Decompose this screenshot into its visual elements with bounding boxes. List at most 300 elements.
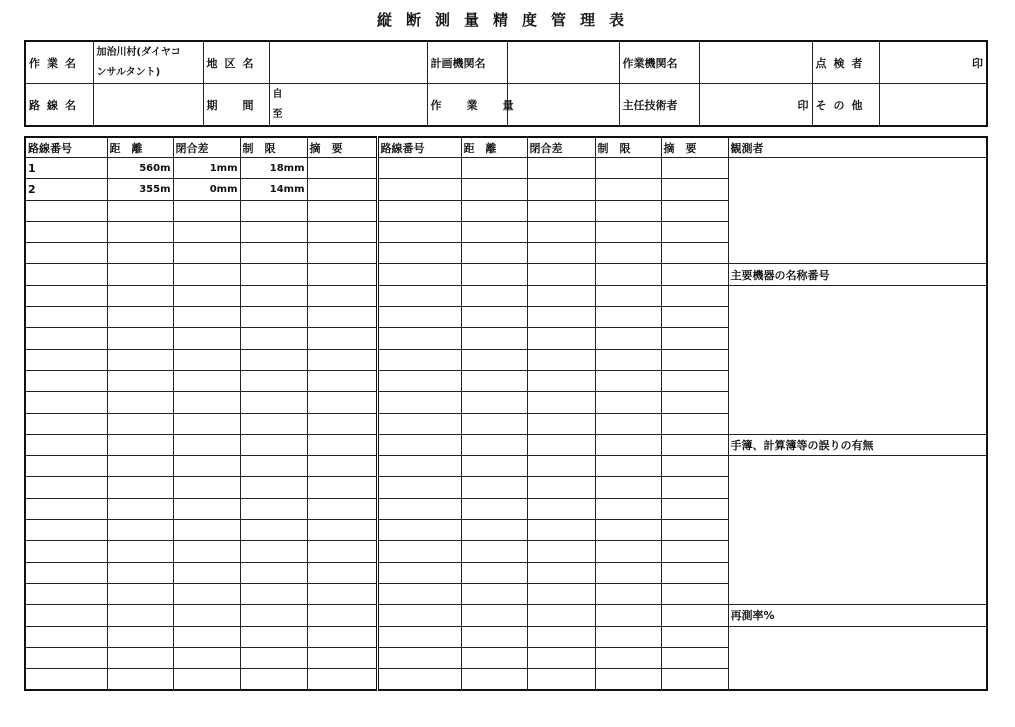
limit-cell[interactable]	[240, 307, 307, 328]
limit-cell[interactable]	[595, 179, 661, 200]
distance-cell[interactable]	[461, 669, 527, 691]
closure-error-cell[interactable]	[527, 179, 595, 200]
distance-cell[interactable]	[461, 264, 527, 285]
closure-error-cell[interactable]	[527, 647, 595, 668]
distance-cell[interactable]	[461, 583, 527, 604]
limit-cell[interactable]	[240, 477, 307, 498]
route-number-cell[interactable]	[25, 392, 107, 413]
route-name-value[interactable]	[93, 84, 203, 127]
distance-cell[interactable]	[107, 669, 173, 691]
closure-error-cell[interactable]	[173, 605, 240, 626]
route-number-cell[interactable]	[25, 477, 107, 498]
remarks-cell[interactable]	[661, 392, 728, 413]
limit-cell[interactable]	[595, 413, 661, 434]
work-name-label: 作業名	[25, 41, 93, 84]
remarks-cell[interactable]	[661, 605, 728, 626]
remarks-cell[interactable]	[307, 349, 377, 370]
route-name-label: 路線名	[25, 84, 93, 127]
distance-cell[interactable]	[107, 413, 173, 434]
limit-cell[interactable]	[595, 498, 661, 519]
distance-cell[interactable]	[107, 307, 173, 328]
table-row	[25, 434, 987, 455]
route-number-cell[interactable]	[377, 221, 461, 242]
route-number-cell[interactable]	[25, 669, 107, 691]
limit-cell[interactable]: 14mm	[240, 179, 307, 200]
header-distance: 距 離	[107, 137, 173, 158]
limit-cell[interactable]	[595, 647, 661, 668]
table-row	[25, 264, 987, 285]
limit-cell[interactable]	[240, 498, 307, 519]
header-table	[24, 40, 988, 127]
closure-error-cell[interactable]	[527, 434, 595, 455]
distance-cell[interactable]	[461, 221, 527, 242]
remarks-cell[interactable]	[307, 456, 377, 477]
closure-error-cell[interactable]	[527, 605, 595, 626]
observer-label: 観測者	[728, 137, 987, 158]
route-number-cell[interactable]	[25, 264, 107, 285]
route-number-cell[interactable]: 1	[25, 158, 107, 179]
remarks-cell[interactable]	[307, 307, 377, 328]
limit-cell[interactable]	[240, 221, 307, 242]
page-title: 縦断測量精度管理表	[376, 11, 638, 29]
remarks-cell[interactable]	[661, 221, 728, 242]
limit-cell[interactable]	[595, 605, 661, 626]
distance-cell[interactable]	[107, 370, 173, 391]
limit-cell[interactable]	[240, 583, 307, 604]
route-number-cell[interactable]	[377, 456, 461, 477]
limit-cell[interactable]	[240, 647, 307, 668]
header-route-number: 路線番号	[25, 137, 107, 158]
limit-cell[interactable]	[595, 456, 661, 477]
remarks-cell[interactable]	[661, 328, 728, 349]
distance-cell[interactable]	[461, 541, 527, 562]
distance-cell[interactable]	[461, 498, 527, 519]
route-number-cell[interactable]	[377, 626, 461, 647]
remarks-cell[interactable]	[307, 243, 377, 264]
closure-error-cell[interactable]	[527, 349, 595, 370]
distance-cell[interactable]	[107, 541, 173, 562]
closure-error-cell[interactable]	[527, 243, 595, 264]
route-number-cell[interactable]	[377, 370, 461, 391]
route-number-cell[interactable]	[377, 392, 461, 413]
remarks-cell[interactable]	[661, 541, 728, 562]
closure-error-cell[interactable]	[173, 562, 240, 583]
distance-cell[interactable]	[461, 392, 527, 413]
distance-cell[interactable]	[461, 243, 527, 264]
limit-cell[interactable]	[595, 349, 661, 370]
remarks-cell[interactable]	[661, 562, 728, 583]
closure-error-cell[interactable]	[173, 349, 240, 370]
limit-cell[interactable]	[595, 200, 661, 221]
route-number-cell[interactable]	[377, 264, 461, 285]
remarks-cell[interactable]	[307, 520, 377, 541]
route-number-cell[interactable]	[25, 456, 107, 477]
distance-cell[interactable]	[107, 392, 173, 413]
limit-cell[interactable]	[240, 243, 307, 264]
limit-cell[interactable]	[595, 583, 661, 604]
route-number-cell[interactable]	[377, 243, 461, 264]
limit-cell[interactable]	[595, 158, 661, 179]
equipment-area[interactable]	[728, 285, 987, 434]
distance-cell[interactable]	[461, 413, 527, 434]
closure-error-cell[interactable]	[173, 243, 240, 264]
limit-cell[interactable]	[240, 626, 307, 647]
closure-error-cell[interactable]	[173, 477, 240, 498]
closure-error-cell[interactable]	[173, 520, 240, 541]
closure-error-cell[interactable]	[173, 285, 240, 306]
closure-error-cell[interactable]	[173, 647, 240, 668]
route-number-cell[interactable]	[377, 349, 461, 370]
limit-cell[interactable]	[595, 264, 661, 285]
distance-cell[interactable]	[107, 605, 173, 626]
closure-error-cell[interactable]	[527, 477, 595, 498]
closure-error-cell[interactable]	[173, 328, 240, 349]
remarks-cell[interactable]	[661, 477, 728, 498]
closure-error-cell[interactable]	[173, 413, 240, 434]
remarks-cell[interactable]	[307, 498, 377, 519]
header-remarks: 摘 要	[307, 137, 377, 158]
limit-cell[interactable]	[240, 605, 307, 626]
distance-cell[interactable]	[461, 434, 527, 455]
distance-cell[interactable]	[107, 562, 173, 583]
remarks-cell[interactable]	[661, 158, 728, 179]
closure-error-cell[interactable]	[173, 626, 240, 647]
limit-cell[interactable]	[595, 520, 661, 541]
closure-error-cell[interactable]	[173, 307, 240, 328]
distance-cell[interactable]	[461, 477, 527, 498]
remarks-cell[interactable]	[307, 179, 377, 200]
limit-cell[interactable]	[595, 434, 661, 455]
remarks-cell[interactable]	[307, 285, 377, 306]
route-number-cell[interactable]	[377, 541, 461, 562]
measurement-table	[24, 136, 988, 691]
closure-error-cell[interactable]	[173, 264, 240, 285]
route-number-cell[interactable]	[25, 307, 107, 328]
distance-cell[interactable]	[107, 647, 173, 668]
header-distance: 距 離	[461, 137, 527, 158]
route-number-cell[interactable]	[25, 498, 107, 519]
limit-cell[interactable]	[240, 392, 307, 413]
remarks-cell[interactable]	[307, 541, 377, 562]
work-name-line-2: ンサルタント)	[96, 66, 161, 78]
route-number-cell[interactable]	[377, 413, 461, 434]
distance-cell[interactable]	[107, 285, 173, 306]
equipment-label: 主要機器の名称番号	[728, 264, 987, 285]
route-number-cell[interactable]	[377, 583, 461, 604]
route-number-cell[interactable]	[25, 583, 107, 604]
route-number-cell[interactable]	[377, 285, 461, 306]
distance-cell[interactable]: 355m	[107, 179, 173, 200]
inspector-label: 点検者	[812, 41, 879, 84]
header-limit: 制 限	[595, 137, 661, 158]
limit-cell[interactable]	[595, 328, 661, 349]
route-number-cell[interactable]	[25, 562, 107, 583]
remarks-cell[interactable]	[307, 605, 377, 626]
remarks-cell[interactable]	[661, 200, 728, 221]
remarks-cell[interactable]	[661, 285, 728, 306]
remarks-cell[interactable]	[661, 583, 728, 604]
header-remarks: 摘 要	[661, 137, 728, 158]
table-row	[25, 605, 987, 626]
remarks-cell[interactable]	[661, 243, 728, 264]
remarks-cell[interactable]	[307, 392, 377, 413]
work-org-label: 作業機関名	[619, 41, 699, 84]
distance-cell[interactable]	[107, 434, 173, 455]
closure-error-cell[interactable]	[173, 221, 240, 242]
route-number-cell[interactable]	[25, 349, 107, 370]
table-row	[25, 456, 987, 477]
limit-cell[interactable]	[240, 200, 307, 221]
limit-cell[interactable]	[595, 626, 661, 647]
closure-error-cell[interactable]	[527, 456, 595, 477]
distance-cell[interactable]	[107, 349, 173, 370]
limit-cell[interactable]	[240, 264, 307, 285]
limit-cell[interactable]	[240, 520, 307, 541]
remarks-cell[interactable]	[661, 179, 728, 200]
remarks-cell[interactable]	[661, 456, 728, 477]
closure-error-cell[interactable]	[527, 626, 595, 647]
remarks-cell[interactable]	[661, 413, 728, 434]
remarks-cell[interactable]	[661, 520, 728, 541]
distance-cell[interactable]	[461, 285, 527, 306]
distance-cell[interactable]	[461, 626, 527, 647]
limit-cell[interactable]	[240, 434, 307, 455]
limit-cell[interactable]	[595, 562, 661, 583]
remarks-cell[interactable]	[661, 626, 728, 647]
closure-error-cell[interactable]	[173, 583, 240, 604]
limit-cell[interactable]	[240, 456, 307, 477]
route-number-cell[interactable]	[25, 520, 107, 541]
closure-error-cell[interactable]	[173, 434, 240, 455]
errors-label: 手簿、計算簿等の誤りの有無	[728, 434, 987, 455]
remarks-cell[interactable]	[661, 349, 728, 370]
limit-cell[interactable]	[240, 562, 307, 583]
observer-area[interactable]	[728, 158, 987, 264]
distance-cell[interactable]	[107, 264, 173, 285]
closure-error-cell[interactable]	[173, 456, 240, 477]
route-number-cell[interactable]	[25, 200, 107, 221]
route-number-cell[interactable]	[25, 647, 107, 668]
route-number-cell[interactable]	[25, 221, 107, 242]
route-number-cell[interactable]	[25, 243, 107, 264]
work-qty-label: 作 業 量	[427, 84, 507, 127]
closure-error-cell[interactable]	[527, 520, 595, 541]
route-number-cell[interactable]	[377, 179, 461, 200]
route-number-cell[interactable]	[377, 562, 461, 583]
inspector-seal[interactable]: 印	[879, 41, 987, 84]
plan-org-label: 計画機関名	[427, 41, 507, 84]
route-number-cell[interactable]	[377, 307, 461, 328]
chief-engineer-label: 主任技術者	[619, 84, 699, 127]
remarks-cell[interactable]	[661, 647, 728, 668]
remarks-cell[interactable]	[307, 370, 377, 391]
distance-cell[interactable]: 560m	[107, 158, 173, 179]
route-number-cell[interactable]: 2	[25, 179, 107, 200]
remarks-cell[interactable]	[661, 498, 728, 519]
header-route-number: 路線番号	[377, 137, 461, 158]
distance-cell[interactable]	[461, 520, 527, 541]
distance-cell[interactable]	[461, 456, 527, 477]
remarks-cell[interactable]	[307, 562, 377, 583]
route-number-cell[interactable]	[377, 200, 461, 221]
closure-error-cell[interactable]	[173, 200, 240, 221]
work-org-value[interactable]	[699, 41, 812, 84]
others-value[interactable]	[879, 84, 987, 127]
distance-cell[interactable]	[461, 200, 527, 221]
distance-cell[interactable]	[461, 307, 527, 328]
remarks-cell[interactable]	[661, 669, 728, 691]
remarks-cell[interactable]	[307, 626, 377, 647]
closure-error-cell[interactable]	[173, 541, 240, 562]
limit-cell[interactable]	[595, 307, 661, 328]
limit-cell[interactable]	[595, 243, 661, 264]
remeasure-area[interactable]	[728, 626, 987, 690]
remarks-cell[interactable]	[661, 264, 728, 285]
remarks-cell[interactable]	[307, 583, 377, 604]
route-number-cell[interactable]	[25, 605, 107, 626]
route-number-cell[interactable]	[25, 285, 107, 306]
closure-error-cell[interactable]	[527, 669, 595, 691]
distance-cell[interactable]	[107, 477, 173, 498]
remarks-cell[interactable]	[307, 669, 377, 691]
route-number-cell[interactable]	[377, 498, 461, 519]
remarks-cell[interactable]	[307, 158, 377, 179]
route-number-cell[interactable]	[25, 413, 107, 434]
closure-error-cell[interactable]	[173, 370, 240, 391]
closure-error-cell[interactable]	[527, 221, 595, 242]
distance-cell[interactable]	[461, 179, 527, 200]
period-to: 至	[272, 108, 283, 120]
route-number-cell[interactable]	[25, 328, 107, 349]
limit-cell[interactable]	[240, 328, 307, 349]
remarks-cell[interactable]	[661, 370, 728, 391]
limit-cell[interactable]	[240, 370, 307, 391]
route-number-cell[interactable]	[25, 541, 107, 562]
limit-cell[interactable]	[240, 285, 307, 306]
limit-cell[interactable]: 18mm	[240, 158, 307, 179]
distance-cell[interactable]	[461, 562, 527, 583]
closure-error-cell[interactable]	[527, 562, 595, 583]
closure-error-cell[interactable]	[173, 669, 240, 691]
limit-cell[interactable]	[595, 392, 661, 413]
distance-cell[interactable]	[461, 370, 527, 391]
distance-cell[interactable]	[461, 349, 527, 370]
table-row	[25, 285, 987, 306]
district-label: 地区名	[203, 41, 269, 84]
limit-cell[interactable]	[240, 541, 307, 562]
route-number-cell[interactable]	[377, 328, 461, 349]
remarks-cell[interactable]	[661, 307, 728, 328]
route-number-cell[interactable]	[377, 477, 461, 498]
limit-cell[interactable]	[595, 370, 661, 391]
route-number-cell[interactable]	[377, 158, 461, 179]
distance-cell[interactable]	[107, 456, 173, 477]
closure-error-cell[interactable]	[527, 413, 595, 434]
remarks-cell[interactable]	[307, 221, 377, 242]
route-number-cell[interactable]	[25, 626, 107, 647]
work-qty-value[interactable]	[507, 84, 619, 127]
chief-engineer-seal[interactable]: 印	[699, 84, 812, 127]
closure-error-cell[interactable]	[527, 392, 595, 413]
distance-cell[interactable]	[107, 626, 173, 647]
closure-error-cell[interactable]	[173, 392, 240, 413]
table-header-row	[25, 137, 987, 158]
closure-error-cell[interactable]	[527, 307, 595, 328]
closure-error-cell[interactable]	[173, 498, 240, 519]
remarks-cell[interactable]	[307, 434, 377, 455]
district-value[interactable]	[269, 41, 427, 84]
route-number-cell[interactable]	[377, 605, 461, 626]
limit-cell[interactable]	[595, 221, 661, 242]
header-closure-error: 閉合差	[527, 137, 595, 158]
closure-error-cell[interactable]	[527, 158, 595, 179]
errors-area[interactable]	[728, 456, 987, 605]
limit-cell[interactable]	[595, 669, 661, 691]
distance-cell[interactable]	[107, 200, 173, 221]
route-number-cell[interactable]	[25, 434, 107, 455]
limit-cell[interactable]	[240, 413, 307, 434]
route-number-cell[interactable]	[377, 669, 461, 691]
remarks-cell[interactable]	[307, 328, 377, 349]
closure-error-cell[interactable]	[527, 541, 595, 562]
remarks-cell[interactable]	[661, 434, 728, 455]
work-name-value[interactable]	[93, 41, 203, 84]
distance-cell[interactable]	[461, 328, 527, 349]
closure-error-cell[interactable]	[527, 328, 595, 349]
distance-cell[interactable]	[461, 158, 527, 179]
closure-error-cell[interactable]	[527, 370, 595, 391]
period-value[interactable]	[269, 84, 427, 127]
remarks-cell[interactable]	[307, 264, 377, 285]
remarks-cell[interactable]	[307, 477, 377, 498]
distance-cell[interactable]	[107, 328, 173, 349]
limit-cell[interactable]	[595, 477, 661, 498]
closure-error-cell[interactable]: 0mm	[173, 179, 240, 200]
limit-cell[interactable]	[240, 669, 307, 691]
closure-error-cell[interactable]	[527, 200, 595, 221]
distance-cell[interactable]	[107, 243, 173, 264]
distance-cell[interactable]	[107, 520, 173, 541]
remeasure-label: 再測率%	[728, 605, 987, 626]
period-label: 期 間	[203, 84, 269, 127]
header-closure-error: 閉合差	[173, 137, 240, 158]
period-from: 自	[272, 88, 283, 100]
remarks-cell[interactable]	[307, 200, 377, 221]
closure-error-cell[interactable]: 1mm	[173, 158, 240, 179]
limit-cell[interactable]	[240, 349, 307, 370]
table-row	[25, 158, 987, 179]
closure-error-cell[interactable]	[527, 583, 595, 604]
limit-cell[interactable]	[595, 285, 661, 306]
remarks-cell[interactable]	[307, 647, 377, 668]
distance-cell[interactable]	[461, 647, 527, 668]
route-number-cell[interactable]	[377, 520, 461, 541]
work-name-line-1: 加治川村(ダイヤコ	[96, 46, 181, 58]
closure-error-cell[interactable]	[527, 498, 595, 519]
route-number-cell[interactable]	[377, 647, 461, 668]
closure-error-cell[interactable]	[527, 264, 595, 285]
route-number-cell[interactable]	[377, 434, 461, 455]
remarks-cell[interactable]	[307, 413, 377, 434]
distance-cell[interactable]	[461, 605, 527, 626]
distance-cell[interactable]	[107, 221, 173, 242]
limit-cell[interactable]	[595, 541, 661, 562]
route-number-cell[interactable]	[25, 370, 107, 391]
plan-org-value[interactable]	[507, 41, 619, 84]
distance-cell[interactable]	[107, 583, 173, 604]
distance-cell[interactable]	[107, 498, 173, 519]
closure-error-cell[interactable]	[527, 285, 595, 306]
